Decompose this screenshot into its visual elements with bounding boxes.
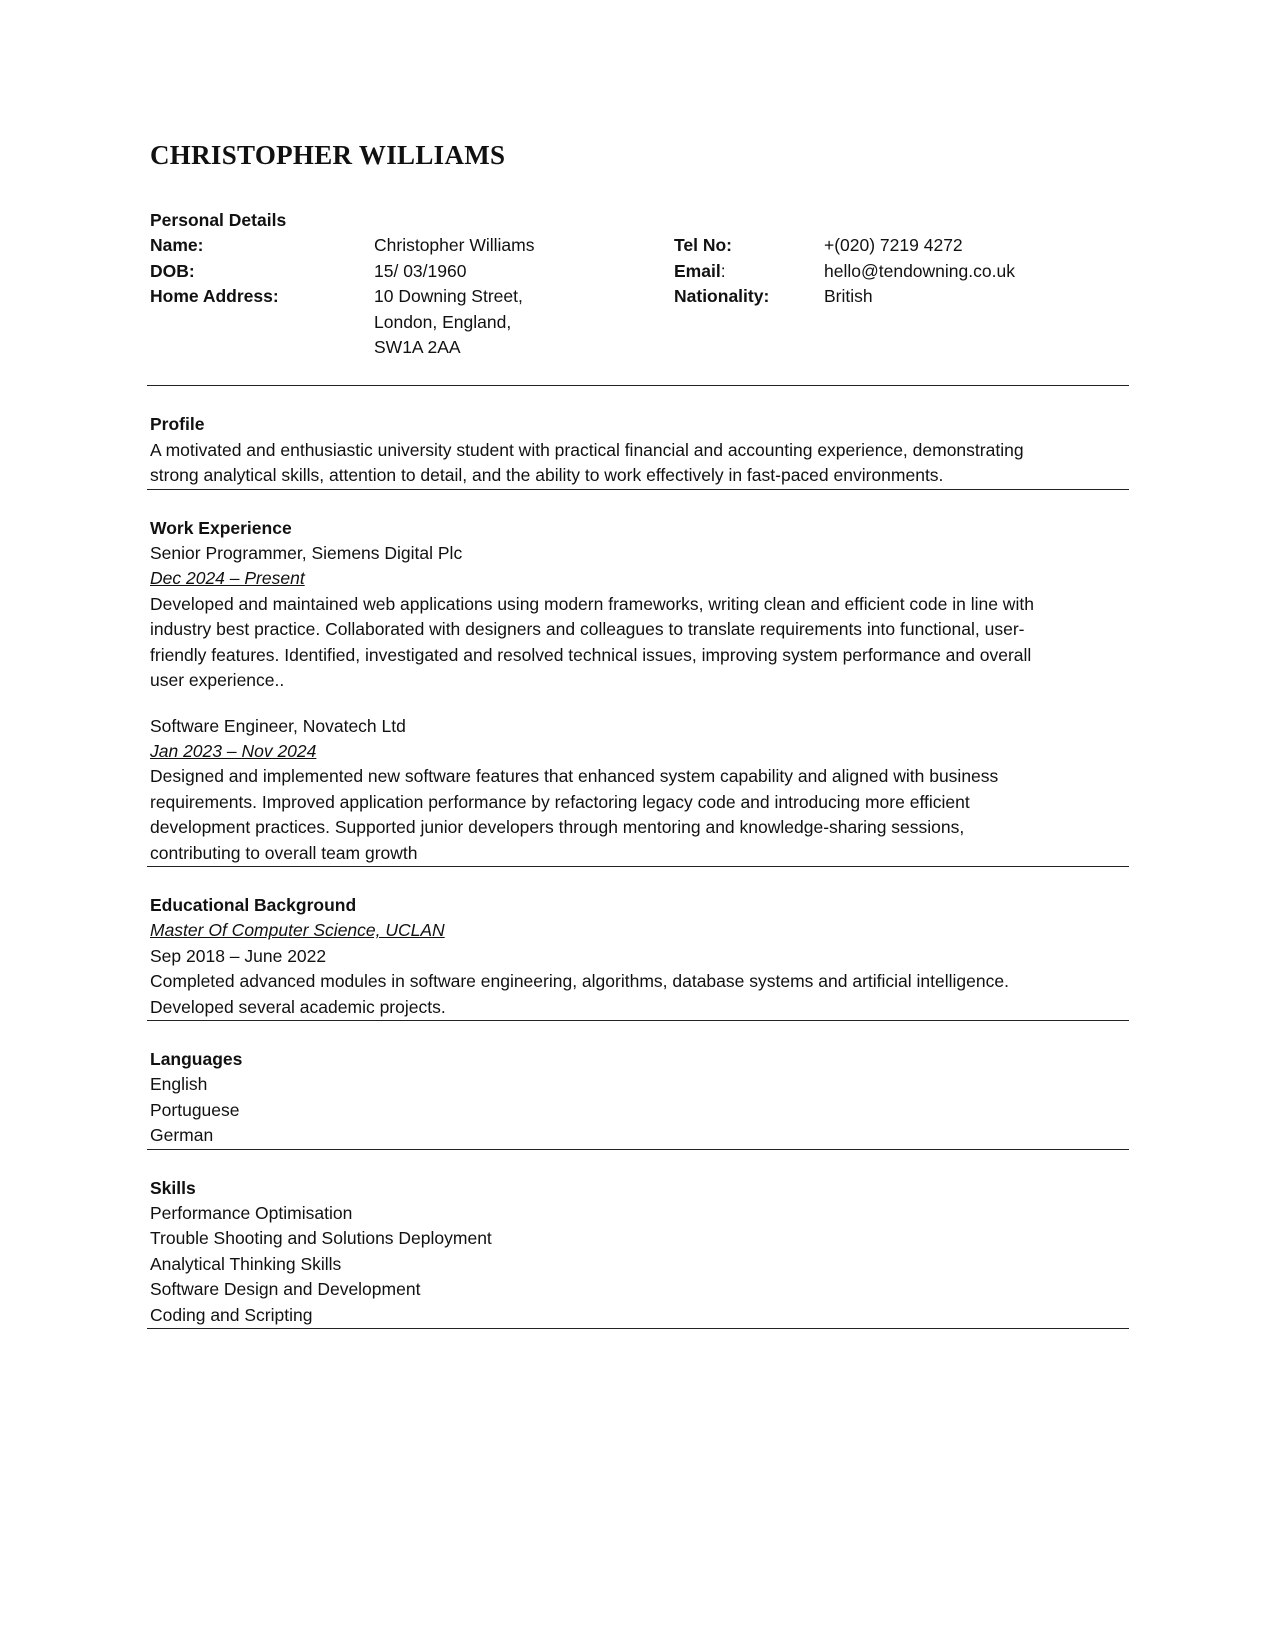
section-divider	[147, 1020, 1129, 1021]
name-value: Christopher Williams	[374, 235, 535, 256]
personal-details-grid	[150, 233, 1130, 360]
profile-line: A motivated and enthusiastic university student with practical financial and accounting experience, demonstrating	[150, 439, 1024, 460]
section-divider	[147, 1328, 1129, 1329]
email-label: Email	[674, 260, 721, 281]
email-value: hello@tendowning.co.uk	[824, 260, 1015, 281]
education-dates: Sep 2018 – June 2022	[150, 945, 327, 966]
section-divider	[147, 866, 1129, 867]
personal-details-section	[150, 208, 1130, 360]
email-label-wrap	[674, 259, 824, 284]
job-dates: Jan 2023 – Nov 2024	[150, 740, 317, 761]
email-colon: :	[720, 260, 726, 281]
job-description-line: friendly features. Identified, investigated and resolved technical issues, improving system performance and overall	[150, 644, 1032, 665]
job-description-line: contributing to overall team growth	[150, 842, 418, 863]
degree-title: Master Of Computer Science, UCLAN	[150, 920, 445, 941]
job-description-line: requirements. Improved application performance by refactoring legacy code and introducing more efficient	[150, 791, 970, 812]
skills-section	[150, 1176, 1130, 1328]
skill-item: Software Design and Development	[150, 1279, 421, 1300]
tel-label: Tel No:	[674, 235, 733, 256]
dob-label: DOB:	[150, 260, 195, 281]
skill-item: Coding and Scripting	[150, 1304, 313, 1325]
address-value	[374, 284, 674, 360]
job-title: Software Engineer, Novatech Ltd	[150, 715, 406, 736]
profile-line: strong analytical skills, attention to detail, and the ability to work effectively in fast-paced environments.	[150, 465, 944, 486]
skill-item: Trouble Shooting and Solutions Deployment	[150, 1228, 492, 1249]
job-description-line: user experience..	[150, 670, 285, 691]
language-item: German	[150, 1125, 214, 1146]
education-description-line: Completed advanced modules in software engineering, algorithms, database systems and artificial intelligence.	[150, 971, 1009, 992]
tel-value: +(020) 7219 4272	[824, 235, 963, 256]
job-entry	[150, 541, 1130, 693]
job-description-line: Designed and implemented new software features that enhanced system capability and aligned with business	[150, 766, 999, 787]
address-line: 10 Downing Street,	[374, 286, 523, 307]
work-experience-section	[150, 516, 1130, 866]
skills-heading: Skills	[150, 1177, 196, 1198]
dob-value: 15/ 03/1960	[374, 260, 467, 281]
job-dates: Dec 2024 – Present	[150, 568, 305, 589]
language-item: English	[150, 1074, 208, 1095]
job-title: Senior Programmer, Siemens Digital Plc	[150, 543, 463, 564]
candidate-name-title: CHRISTOPHER WILLIAMS	[150, 140, 506, 170]
personal-details-heading: Personal Details	[150, 210, 287, 230]
education-section	[150, 893, 1130, 1020]
language-item: Portuguese	[150, 1099, 240, 1120]
job-description-line: development practices. Supported junior developers through mentoring and knowledge-sharing sessions,	[150, 817, 965, 838]
skill-item: Analytical Thinking Skills	[150, 1253, 342, 1274]
languages-section	[150, 1047, 1130, 1149]
job-entry	[150, 714, 1130, 866]
profile-section	[150, 412, 1130, 488]
nationality-label: Nationality:	[674, 286, 770, 307]
work-experience-heading: Work Experience	[150, 517, 292, 538]
job-description-line: industry best practice. Collaborated with designers and colleagues to translate requirements into functional, user-	[150, 619, 1025, 640]
name-label: Name:	[150, 235, 204, 256]
nationality-value: British	[824, 286, 873, 307]
skill-item: Performance Optimisation	[150, 1203, 353, 1223]
address-line: SW1A 2AA	[374, 337, 461, 358]
section-divider	[147, 385, 1129, 386]
address-line: London, England,	[374, 311, 512, 332]
education-heading: Educational Background	[150, 894, 357, 915]
education-description-line: Developed several academic projects.	[150, 996, 446, 1017]
section-divider	[147, 489, 1129, 490]
section-divider	[147, 1149, 1129, 1150]
job-description-line: Developed and maintained web applications using modern frameworks, writing clean and efficient code in line with	[150, 593, 1034, 614]
languages-heading: Languages	[150, 1048, 243, 1069]
address-label: Home Address:	[150, 286, 279, 307]
profile-heading: Profile	[150, 414, 205, 435]
cv-document	[150, 138, 1130, 1329]
